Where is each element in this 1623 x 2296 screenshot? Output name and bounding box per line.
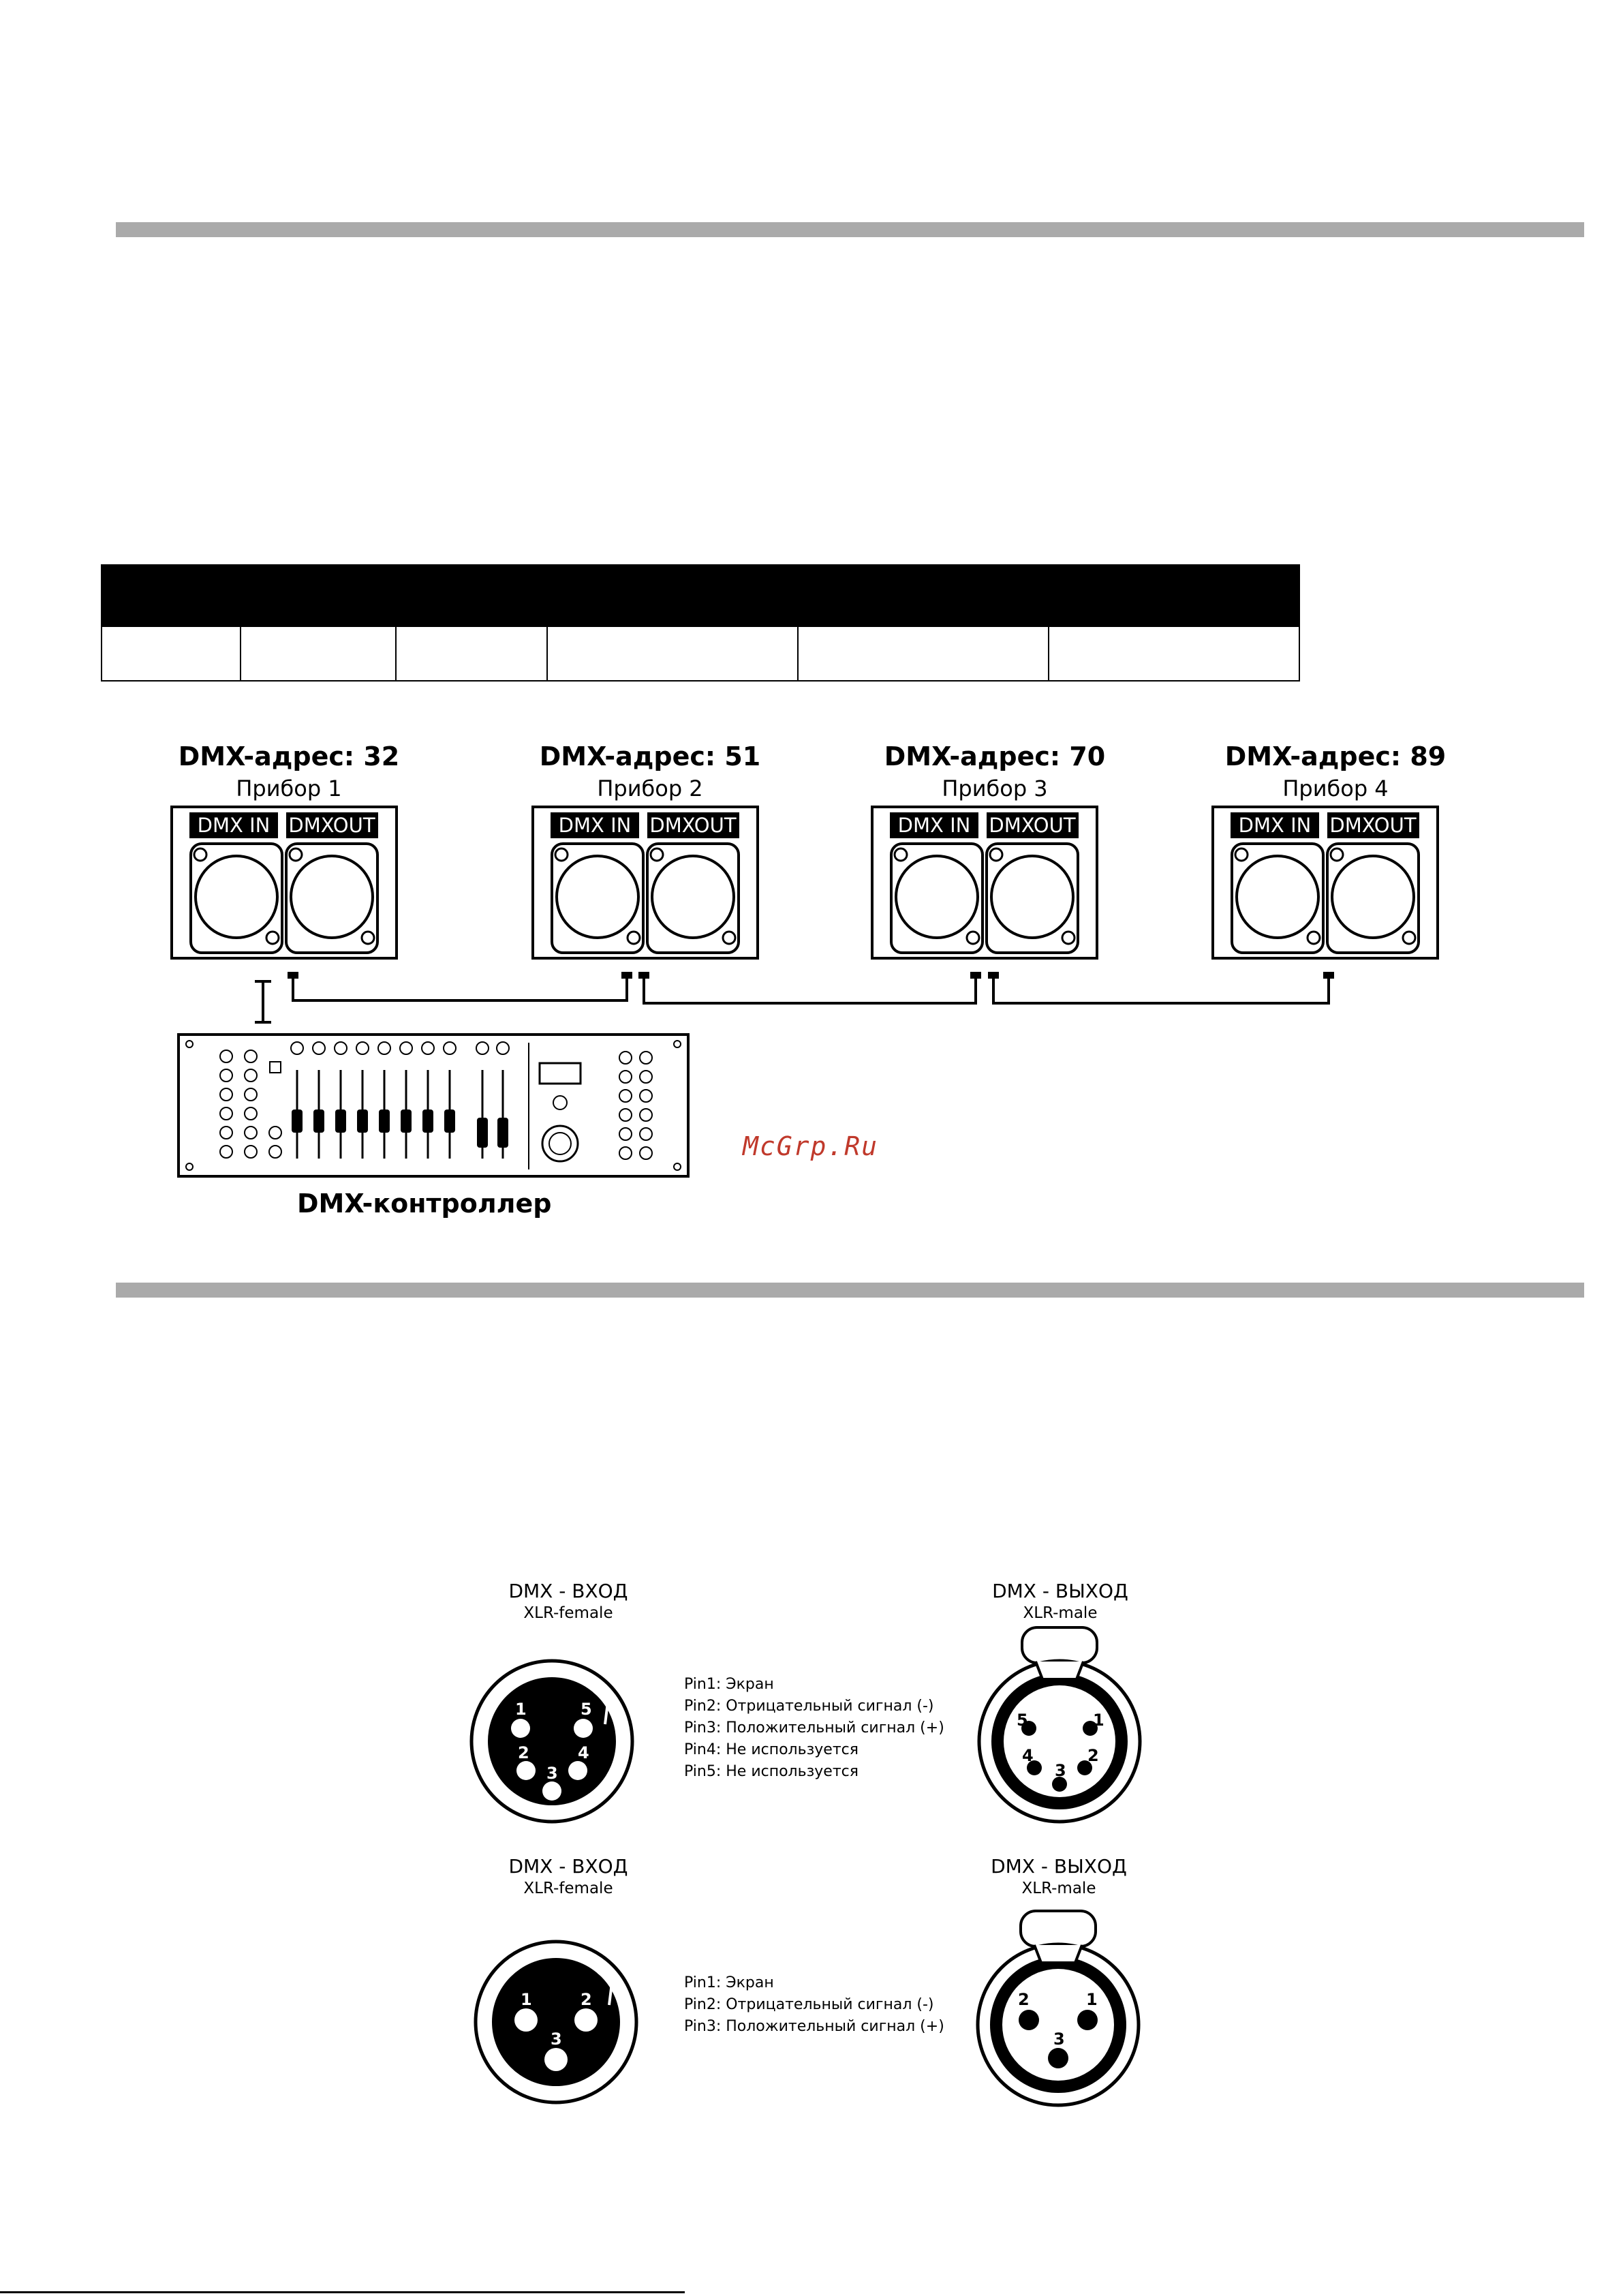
three-pin-output-type: XLR-male xyxy=(1021,1880,1096,1897)
five-pin-description xyxy=(684,1674,944,1783)
five-pin-input-title: DMX - ВХОД xyxy=(508,1580,628,1602)
table-header-row xyxy=(102,565,1299,626)
device-3-address: DMX-адрес: 70 xyxy=(884,741,1106,771)
device-3-out-label: DMXOUT xyxy=(989,814,1076,837)
cable-plugs xyxy=(288,972,1334,979)
pin-label: 5 xyxy=(581,1700,592,1719)
pin-label: 5 xyxy=(1017,1711,1028,1730)
device-2-panel xyxy=(533,807,758,958)
pin-label: 1 xyxy=(521,1990,532,2009)
device-1-address: DMX-адрес: 32 xyxy=(178,741,400,771)
five-pin-output-title: DMX - ВЫХОД xyxy=(992,1580,1128,1602)
table-cell xyxy=(798,626,1049,681)
pin-description: Pin2: Отрицательный сигнал (-) xyxy=(684,1996,934,2013)
controller-label: DMX-контроллер xyxy=(297,1189,552,1219)
pin-label: 4 xyxy=(578,1743,589,1762)
pin-description: Pin4: Не используется xyxy=(684,1741,859,1758)
pin-label: 4 xyxy=(1022,1746,1034,1765)
pin-label: 2 xyxy=(518,1743,529,1762)
pin-label: 3 xyxy=(1053,2030,1065,2049)
table-header-cell xyxy=(241,565,1049,626)
watermark: McGrp.Ru xyxy=(743,1131,879,1161)
dmx-chain-diagram xyxy=(0,804,1623,1179)
pin-label: 2 xyxy=(1087,1746,1099,1765)
pin-description: Pin3: Положительный сигнал (+) xyxy=(684,1719,944,1736)
three-pin-description xyxy=(684,1972,944,2038)
pin-description: Pin1: Экран xyxy=(684,1676,774,1693)
table-row xyxy=(102,626,1299,681)
device-2-name: Прибор 2 xyxy=(597,776,703,801)
pin-label: 2 xyxy=(1018,1990,1030,2009)
three-pin-input-type: XLR-female xyxy=(523,1880,613,1897)
table-header-cell xyxy=(102,565,241,626)
address-table xyxy=(101,564,1300,682)
pin-label: 3 xyxy=(1055,1761,1066,1780)
dmx-controller-device xyxy=(179,1035,688,1176)
three-pin-input-title: DMX - ВХОД xyxy=(508,1855,628,1878)
device-2-in-label: DMX IN xyxy=(558,814,632,837)
device-1-name: Прибор 1 xyxy=(236,776,342,801)
table-cell xyxy=(102,626,241,681)
footer-rule xyxy=(0,2291,685,2293)
device-4-in-label: DMX IN xyxy=(1238,814,1312,837)
pin-label: 3 xyxy=(546,1764,558,1783)
device-1-in-label: DMX IN xyxy=(197,814,270,837)
pin-label: 1 xyxy=(515,1700,527,1719)
pin-label: 2 xyxy=(581,1990,592,2009)
pin-description: Pin1: Экран xyxy=(684,1974,774,1991)
three-pin-output-title: DMX - ВЫХОД xyxy=(991,1855,1127,1878)
pin-description: Pin2: Отрицательный сигнал (-) xyxy=(684,1698,934,1715)
section-divider-bottom xyxy=(116,1283,1584,1298)
device-1-panel xyxy=(172,807,397,958)
device-4-panel xyxy=(1213,807,1438,958)
table-cell xyxy=(1049,626,1299,681)
section-divider-top xyxy=(116,222,1584,237)
device-2-out-label: DMXOUT xyxy=(649,814,737,837)
device-3-panel xyxy=(872,807,1097,958)
table-cell xyxy=(241,626,396,681)
device-4-name: Прибор 4 xyxy=(1282,776,1389,801)
table-cell xyxy=(396,626,547,681)
device-4-out-label: DMXOUT xyxy=(1329,814,1417,837)
device-2-address: DMX-адрес: 51 xyxy=(539,741,761,771)
five-pin-output-type: XLR-male xyxy=(1023,1604,1098,1622)
device-4-address: DMX-адрес: 89 xyxy=(1224,741,1447,771)
device-1-out-label: DMXOUT xyxy=(288,814,375,837)
five-pin-input-type: XLR-female xyxy=(523,1604,613,1622)
xlr-male-5pin-icon xyxy=(968,1622,1151,1833)
device-3-in-label: DMX IN xyxy=(897,814,971,837)
pin-description: Pin5: Не используется xyxy=(684,1763,859,1780)
pin-label: 1 xyxy=(1093,1711,1104,1730)
pin-label: 1 xyxy=(1086,1990,1098,2009)
device-3-name: Прибор 3 xyxy=(942,776,1048,801)
xlr-female-5pin-icon xyxy=(463,1649,640,1833)
pin-description: Pin3: Положительный сигнал (+) xyxy=(684,2018,944,2035)
pin-label: 3 xyxy=(551,2030,562,2049)
table-header-cell xyxy=(1049,565,1299,626)
table-cell xyxy=(547,626,798,681)
xlr-female-3pin-icon xyxy=(467,1930,645,2114)
xlr-male-3pin-icon xyxy=(966,1905,1150,2117)
dmx-cables xyxy=(255,976,1329,1022)
